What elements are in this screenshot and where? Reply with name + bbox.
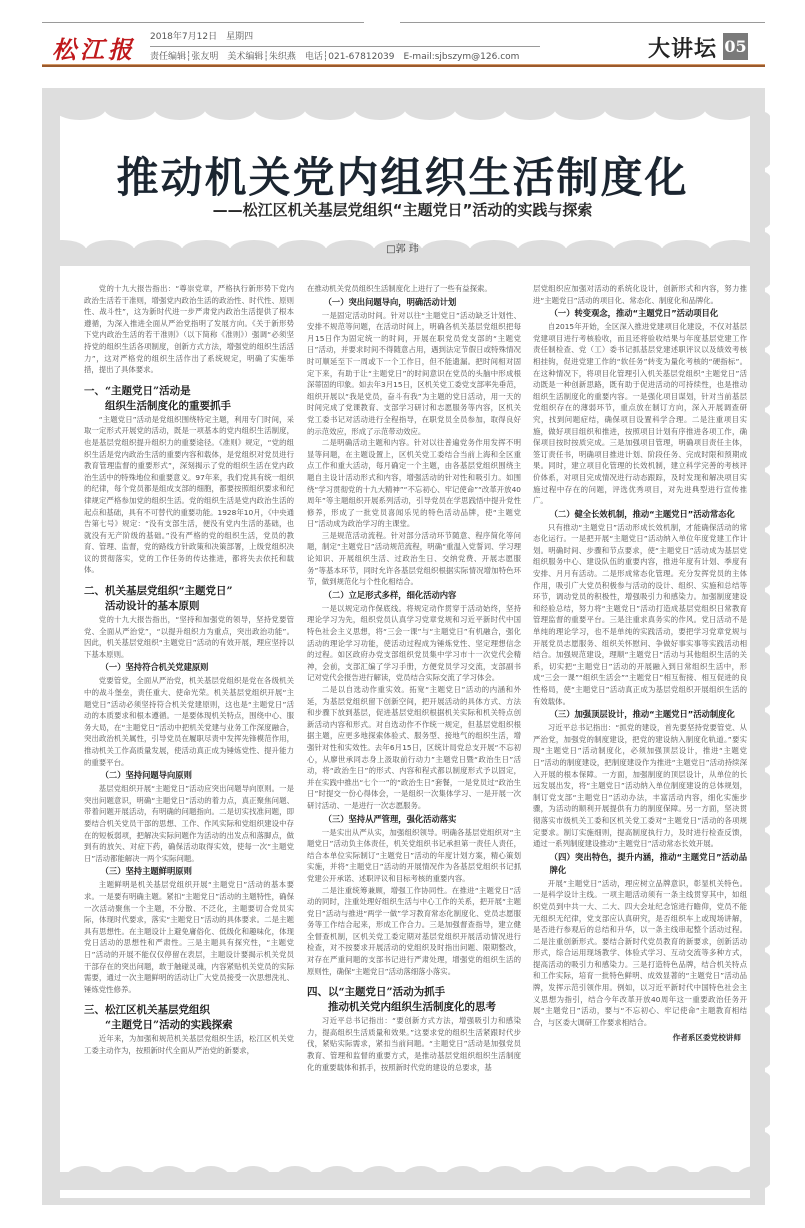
subsection-heading: （一）坚持符合机关党建原则 xyxy=(100,662,209,673)
section-heading xyxy=(307,985,521,1015)
section-heading-line-1: 二、机关基层党组织“主题党日” xyxy=(84,585,233,598)
section-heading-line-2: 推动机关党内组织生活制度化的思考 xyxy=(328,1001,496,1014)
subsection-heading: （一）突出问题导向，明确活动计划 xyxy=(323,296,457,307)
body-paragraph: 党要管党，全面从严治党，机关基层党组织是党在各级机关中的战斗堡垒，责任重大、使命光荣。机关基层党组织开展“主题党日”活动必须坚持符合机关党建原则，这也是“主题党日”活动的本质要求和根本遵循。一是要体现机关特点，围绕中心、服务大局，在“主题党日”活动中把机关党建与业务工作深度融合，突出政治机关属性，引导党员在履职尽责中发挥先锋模范作用，推动机关工作高质量发展，使活动真正成为锤炼党性、提升能力的重要平台。 xyxy=(84,676,294,767)
body-paragraph: 习近平总书记指出：“抓党的建设，首先要坚持党要管党、从严治党，加强党的制度建设，把党的建设纳入制度化轨道。”要实现“主题党日”活动制度化，必须加强顶层设计，推进“主题党日”活动的制度建设，把制度建设作为推进“主题党日”活动持续深入开展的根本保障。一方面，加强制度的顶层设计，从单位的长远发展出发，将“主题党日”活动纳入单位制度建设的总体规划，制订党支部“主题党日”活动办法，丰富活动内容，细化实施步骤，为活动的顺利开展提供有力的制度保障。另一方面，坚决贯彻落实市级机关工委和区机关党工委对“主题党日”活动的各项规定要求。制订实施细则，提高制度执行力，及时进行检查反馈，通过一系列制度建设推动“主题党日”活动常态长效开展。 xyxy=(533,723,747,849)
subsection-heading: （二）健全长效机制，推动“主题党日”活动常态化 xyxy=(549,508,735,519)
body-paragraph: 一是以规定动作保底线。将规定动作贯穿于活动始终，坚持理论学习为先，组织党员认真学习党章党规和习近平新时代中国特色社会主义思想，将“三会一课”与“主题党日”有机融合，强化活动的理论学习功能，使活动过程成为锤炼党性、坚定理想信念的过程。如区政府办党支部组织党员集中学习市十一次党代会精神，会前，支部汇编了学习手册，方便党员学习交流，支部副书记对党代会报告进行解读，党员结合实际交流了学习体会。 xyxy=(307,603,521,683)
body-paragraph: 一是固定活动时间。针对以往“主题党日”活动缺乏计划性、安排不规范等问题，在活动时间上，明确各机关基层党组织把每月15日作为固定统一的时间，开展在职党员党支部的“主题党日”活动，并要求时间不得随意占用，遇到法定节假日或特殊情况时可顺延至下一周或下一个工作日，但不能遗漏。把时间相对固定下来，有助于让“主题党日”的时间意识在党员的头脑中形成根深蒂固的印象。如去年3月15日，区机关党工委党支部率先垂范，组织开展以“我是党员，奋斗有我”为主题的党日活动，用一天的时间完成了党课教育、支部学习研讨和志愿服务等内容，区机关党工委书记对活动进行全程指导，在职党员全员参加，取得良好的示范效应，形成了示范带动效应。 xyxy=(307,310,521,436)
newspaper-logo: 松江报 xyxy=(52,35,136,64)
author-note: 作者系区委党校讲师 xyxy=(672,1033,741,1043)
masthead-top-rule-left xyxy=(42,22,364,23)
article-column-2 xyxy=(307,283,521,1073)
editor-credits: 责任编辑┆张友明 美术编辑┆朱织燕 电话┆021-67812039 E-mail:sjbszym@126.com xyxy=(150,52,520,62)
body-paragraph: 只有推动“主题党日”活动形成长效机制，才能确保活动的常态化运行。一是把开展“主题党日”活动纳入单位年度党建工作计划。明确时间、步骤和节点要求，使“主题党日”活动成为基层党组织服务中心、建设队伍的重要内容，推进年度有计划、季度有安排、月月有活动。二是形成常态化管理。充分发挥党员的主体作用，吸引广大党员积极参与活动的设计、组织、实施和总结等环节，调动党员的积极性，增强吸引力和感染力。加强制度建设和经验总结，努力将“主题党日”活动打造成基层党组织日常教育管理监督的重要平台。三是注重求真务实的作风。党日活动不是单纯的理论学习，也不是单纯的实践活动，要把学习党章党规与开展党员志愿服务、组织关怀慰问、争做好事实事等实践活动相结合。加强规范建设，理顺“主题党日”活动与其他组织生活的关系，切实把“主题党日”活动的开展融入到日常组织生活中，形成“三会一课”“组织生活会”“主题党日”相互衔接、相互促进的良性格局，使“主题党日”活动真正成为基层党组织开展组织生活的有效载体。 xyxy=(533,522,747,706)
body-paragraph: 基层党组织开展“主题党日”活动应突出问题导向原则。一是突出问题意识，明确“主题党日”活动的着力点，真正聚焦问题、带着问题开展活动，有明确的问题指向。二是切实找准问题，即要结合机关党员干部的思想、工作、作风实际和党组织建设中存在的短板弱项，把解决实际问题作为活动的出发点和落脚点，做到有的放矢、对症下药，确保活动取得实效，使每一次“主题党日”活动都能解决一两个实际问题。 xyxy=(84,784,294,863)
scallop-border-bottom xyxy=(55,1150,765,1190)
section-heading-line-2: “主题党日”活动的实践探索 xyxy=(105,1019,233,1032)
meta-divider xyxy=(150,46,540,47)
body-paragraph: 二是以自选动作重实效。拓宽“主题党日”活动的内涵和外延，为基层党组织留下创新空间，把开展活动的具体方式、方法和步骤下放到基层，促进基层党组织根据机关实际和机关特点创新活动内容和形式。对自选动作不作统一规定，但基层党组织根据主题，应更多地探索体验式、服务型、接地气的组织生活，增强针对性和实效性。去年6月15日，区统计局党总支开展“不忘初心，从廖世承同志身上汲取前行动力”主题党日暨“政治生日”活动，将“政治生日”的形式、内容和程式都以制度形式予以固定，并在实践中推出“七个一”的“政治生日”套餐，一是党员过“政治生日”时提交一份心得体会，一是组织一次集体学习、一是开展一次研讨活动、一是进行一次志愿服务。 xyxy=(307,685,521,810)
section-title: 大讲坛 xyxy=(648,36,718,62)
masthead-top-rule-right xyxy=(400,22,765,23)
issue-date: 2018年7月12日 星期四 xyxy=(150,32,254,42)
section-heading-line-1: 三、松江区机关基层党组织 xyxy=(84,1004,210,1017)
article-subtitle: ——松江区机关基层党组织“主题党日”活动的实践与探索 xyxy=(212,201,593,219)
body-paragraph: 自2015年开始，全区深入推进党建项目化建设，不仅对基层党建项目进行考核验收，而且还将验收结果与年度基层党建工作责任制检查、党（工）委书记抓基层党建述职评议以及绩效考核相挂钩，促进党建工作的“软任务”转变为量化考核的“硬指标”。在这种情况下，将项目化管理引入机关基层党组织“主题党日”活动既是一种创新思路，既有助于促进活动的可持续性，也是推动组织生活制度化的重要内容。一是强化项目谋划，针对当前基层党组织存在的薄弱环节，重点放在制订方向，深入开展调查研究，找到问题症结，确保项目设置科学合理。二是注重项目实施，做好项目组织和推进，按照项目计划有序推进各项工作，确保项目按时按质完成。三是加强项目管理，明确项目责任主体，签订责任书，明确项目推进计划、阶段任务、完成时限和预期成果。同时，建立项目化管理的长效机制，建立科学完善的考核评价体系，对项目完成情况进行动态跟踪，及时发现和解决项目实施过程中存在的问题，评选优秀项目，对先进典型进行宣传推广。 xyxy=(533,322,747,506)
subsection-heading: （三）坚持主题鲜明原则 xyxy=(100,866,192,877)
page-number-badge: 05 xyxy=(723,33,748,60)
subsection-heading: （一）转变观念，推动“主题党日”活动项目化 xyxy=(549,308,719,319)
body-paragraph: 层党组织应加强对活动的系统化设计，创新形式和内容，努力推进“主题党日”活动的项目化、常态化、制度化和品牌化。 xyxy=(533,284,747,305)
body-paragraph: 二是注重统筹兼顾，增强工作协同性。在推进“主题党日”活动的同时，注重处理好组织生活与中心工作的关系，把开展“主题党日”活动与推进“两学一做”学习教育常态化制度化、党员志愿服务等工作结合起来，形成工作合力。三是加强督查指导，建立健全督查机制，区机关党工委定期对基层党组织开展活动情况进行检查，对不按要求开展活动的党组织及时指出问题、限期整改，对存在严重问题的支部书记进行严肃处理，增强党的组织生活的原则性，确保“主题党日”活动落细落小落实。 xyxy=(307,885,521,976)
body-paragraph: 开展“主题党日”活动，理应树立品牌意识，彰显机关特色。一是科学设计主线。一项主题活动须有一条主线贯穿其中，如组织党员到中共一大、二大、四大会址纪念馆进行瞻仰，党员不能无组织无纪律，党支部应认真研究，是否组织车上或现场讲解，是否进行参观后的总结和升华，以一条主线串起整个活动过程。二是注重创新形式。要结合新时代党员教育的新要求，创新活动形式，综合运用现场教学、体验式学习、互动交流等多种方式，提高活动的吸引力和感染力。三是打造特色品牌，结合机关特点和工作实际，培育一批特色鲜明、成效显著的“主题党日”活动品牌，发挥示范引领作用。例如，以习近平新时代中国特色社会主义思想为指引，结合今年改革开放40周年这一重要政治任务开展“主题党日”活动，要与“不忘初心、牢记使命”主题教育相结合，与区委大调研工作要求相结合。 xyxy=(533,878,747,1027)
section-heading xyxy=(84,1003,294,1033)
body-paragraph: 二是明确活动主题和内容。针对以往普遍党务作用发挥不明显等问题，在主题设置上，区机关党工委结合当前上海和全区重点工作和重大活动，每月确定一个主题，由各基层党组织围绕主题自主设计活动形式和内容，增强活动的针对性和吸引力。如围绕“学习贯彻党的十九大精神”“不忘初心、牢记使命”“改革开放40周年”等主题组织开展系列活动，引导党员在学思践悟中提升党性修养，形成了一批党员喜闻乐见的特色活动品牌，使“主题党日”活动成为政治学习的主课堂。 xyxy=(307,438,521,529)
body-paragraph: “主题党日”活动是党组织围绕特定主题，利用专门时间，采取一定形式开展党的活动，既是一项基本的党内组织生活制度，也是基层党组织提升组织力的重要途径。《准则》规定，“党的组织生活是党内政治生活的重要内容和载体，是党组织对党员进行教育管理监督的重要形式”，深刻揭示了党的组织生活在党内政治生活中的特殊地位和重要意义。97年来，我们党具有统一组织的纪律，每个党员都是组成支部的细胞，都要按照组织要求和纪律规定严格参加党的组织生活。党的组织生活是党内政治生活的起点和基础，具有不可替代的重要功能。1928年10月，《中央通告第七号》规定：“没有支部生活，便没有党内生活的基础，也就没有无产阶级的基础。”没有严格的党的组织生活，党员的教育、管理、监督，党的路线方针政策和决策部署，上级党组织决议的贯彻落实，党的工作任务的传达推进，都将失去依托和载体。 xyxy=(84,414,294,575)
body-paragraph: 近年来，为加强和规范机关基层党组织生活，松江区机关党工委主动作为，按照新时代全面从严治党的新要求， xyxy=(84,1034,294,1055)
masthead-meta xyxy=(150,30,540,63)
section-heading xyxy=(84,384,294,414)
subsection-heading: （三）坚持从严管理，强化活动落实 xyxy=(323,813,457,824)
body-paragraph: 三是规范活动流程。针对部分活动环节随意、程序简化等问题，制定“主题党日”活动规范流程，明确“重温入党誓词、学习理论知识、开展组织生活、过政治生日、交纳党费、开展志愿服务”等基本环节，同时允许各基层党组织根据实际情况增加特色环节，做到规范化与个性化相结合。 xyxy=(307,530,521,587)
subsection-heading: （二）立足形式多样，细化活动内容 xyxy=(323,589,457,600)
scallop-border-right xyxy=(750,110,770,1200)
body-paragraph: 主题鲜明是机关基层党组织开展“主题党日”活动的基本要求。一是要有明确主题。紧扣“主题党日”活动的主题特性，确保一次活动聚焦一个主题，不分散、不泛化，主题要切合党员实际，体现时代要求，落实“主题党日”活动的具体要求。二是主题具有思想性。在主题设计上避免庸俗化、低级化和趣味化，体现党日活动的思想性和严肃性。三是主题具有探究性，“主题党日”活动的开展不能仅仅停留在表层，主题设计要揭示机关党员干部存在的突出问题，敢于触碰灵魂，内容紧贴机关党员的实际需要，通过一次主题鲜明的活动让广大党员接受一次思想洗礼、锤炼党性修养。 xyxy=(84,880,294,994)
masthead-accent-rule xyxy=(42,64,765,67)
body-paragraph: 习近平总书记指出：“要创新方式方法，增强吸引力和感染力，提高组织生活质量和效果。”这要求党的组织生活紧跟时代步伐，紧贴实际需求，紧扣当前问题。“主题党日”活动是加强党员教育、管理和监督的重要方式，是推动基层党组织组织生活制度化的重要载体和抓手，按照新时代党的建设的总要求，基 xyxy=(307,1016,521,1072)
subsection-heading: （三）加强顶层设计，推动“主题党日”活动制度化 xyxy=(549,709,735,720)
subsection-heading: （二）坚持问题导向原则 xyxy=(100,770,192,781)
article-byline: □郭 玮 xyxy=(386,244,419,255)
subsection-heading: （四）突出特色，提升内涵，推动“主题党日”活动品牌化 xyxy=(549,851,747,875)
section-heading-line-2: 活动设计的基本原则 xyxy=(105,600,200,613)
section-heading-line-1: 四、以“主题党日”活动为抓手 xyxy=(307,986,446,999)
body-paragraph: 一是实出从严从实，加强组织领导。明确各基层党组织对“主题党日”活动负主体责任，机关党组织书记承担第一责任人责任，结合本单位实际制订“主题党日”活动的年度计划方案，精心策划实施，并将“主题党日”活动的开展情况作为各基层党组织书记抓党建公开承诺、述职评议和目标考核的重要内容。 xyxy=(307,827,521,883)
section-heading xyxy=(84,584,294,614)
body-paragraph: 党的十九大报告指出：“尊崇党章，严格执行新形势下党内政治生活若干准则，增强党内政治生活的政治性、时代性、原则性、战斗性”，这为新时代进一步严肃党内政治生活提供了根本遵循，为深入推进全面从严治党指明了发展方向。《关于新形势下党内政治生活的若干准则》（以下简称《准则》）强调“必须坚持党的组织生活各项制度，创新方式方法，增强党的组织生活活力”，这对严格党的组织生活作出了系统规定，明确了实施举措，提出了具体要求。 xyxy=(84,284,294,375)
body-paragraph: 在推动机关党员组织生活制度化上进行了一些有益探索。 xyxy=(307,284,492,293)
body-paragraph: 党的十九大报告指出，“坚持和加强党的领导，坚持党要管党、全面从严治党”，“以提升组织力为重点，突出政治功能”。因此，机关基层党组织“主题党日”活动的有效开展，理应坚持以下基本原则。 xyxy=(84,615,294,659)
article-column-1 xyxy=(84,283,294,1056)
section-heading-line-1: 一、“主题党日”活动是 xyxy=(84,384,191,397)
article-column-3 xyxy=(533,283,747,1044)
scallop-border-top xyxy=(50,98,760,128)
article-headline: 推动机关党内组织生活制度化 xyxy=(116,153,689,202)
section-heading-line-2: 组织生活制度化的重要抓手 xyxy=(105,399,231,412)
